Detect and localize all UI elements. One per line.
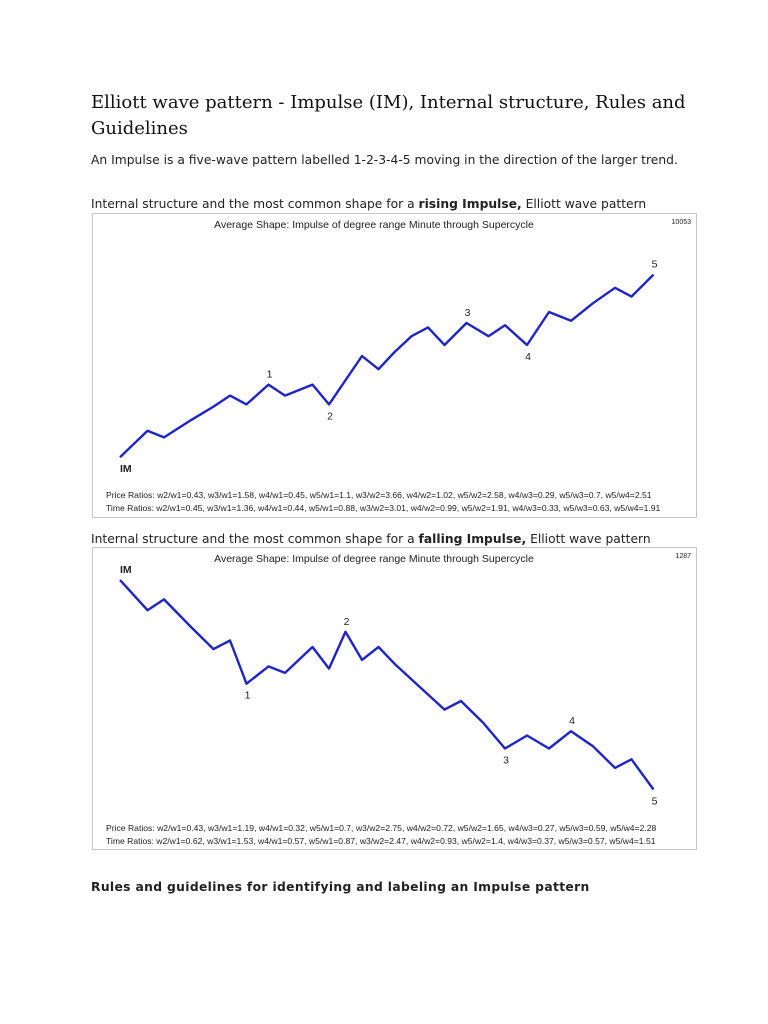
rising-caption-bold: rising Impulse, bbox=[418, 197, 522, 211]
price-ratios-text: Price Ratios: w2/w1=0.43, w3/w1=1.19, w4/w1=0.32, w5/w1=0.7, w3/w2=2.75, w4/w2=0.72, w5/w2=1.65, w4/w3=0.27, w5/w3=0.59, w5/w4=2.28 bbox=[106, 823, 657, 833]
falling-caption-suffix: Elliott wave pattern bbox=[526, 532, 651, 546]
document-title: Elliott wave pattern - Impulse (IM), Internal structure, Rules and Guidelines bbox=[91, 92, 686, 139]
price-ratios-text: Price Ratios: w2/w1=0.43, w3/w1=1.58, w4/w1=0.45, w5/w1=1.1, w3/w2=3.66, w4/w2=1.02, w5/w2=2.58, w4/w3=0.29, w5/w3=0.7, w5/w4=2.51 bbox=[106, 490, 652, 500]
plot-area bbox=[120, 259, 658, 476]
rules-heading: Rules and guidelines for identifying and labeling an Impulse pattern bbox=[91, 880, 590, 894]
falling-impulse-caption bbox=[91, 532, 711, 547]
wave-series-line bbox=[120, 580, 654, 790]
intro-paragraph: An Impulse is a five-wave pattern labelled 1-2-3-4-5 moving in the direction of the larger trend. bbox=[91, 153, 678, 167]
chart-title: Average Shape: Impulse of degree range Minute through Supercycle bbox=[214, 553, 534, 565]
time-ratios-text: Time Ratios: w2/w1=0.45, w3/w1=1.36, w4/w1=0.44, w5/w1=0.88, w3/w2=3.01, w4/w2=0.99, w5/w2=1.91, w4/w3=0.33, w5/w3=0.63, w5/w4=1.91 bbox=[106, 503, 661, 513]
rising-impulse-chart bbox=[92, 213, 697, 518]
rising-impulse-caption bbox=[91, 197, 711, 212]
wave-label-3: 3 bbox=[464, 307, 471, 319]
chart-corner-label: 10053 bbox=[671, 219, 691, 226]
plot-area bbox=[120, 564, 658, 808]
wave-label-1: 1 bbox=[266, 368, 273, 381]
wave-series-line bbox=[120, 275, 654, 458]
rising-impulse-chart-svg bbox=[93, 214, 696, 517]
falling-caption-prefix: Internal structure and the most common shape for a bbox=[91, 532, 419, 546]
wave-label-4: 4 bbox=[525, 351, 531, 363]
rising-caption-prefix: Internal structure and the most common shape for a bbox=[91, 197, 419, 211]
falling-caption-bold: falling Impulse, bbox=[418, 532, 527, 546]
wave-label-5: 5 bbox=[651, 795, 658, 808]
wave-label-2: 2 bbox=[343, 615, 350, 628]
falling-impulse-chart-svg bbox=[93, 548, 696, 849]
wave-label-im: IM bbox=[120, 463, 132, 476]
chart-corner-label: 1287 bbox=[675, 553, 691, 560]
falling-impulse-chart bbox=[92, 547, 697, 850]
wave-label-1: 1 bbox=[244, 689, 251, 702]
chart-title: Average Shape: Impulse of degree range Minute through Supercycle bbox=[214, 219, 534, 231]
time-ratios-text: Time Ratios: w2/w1=0.62, w3/w1=1.53, w4/w1=0.57, w5/w1=0.87, w3/w2=2.47, w4/w2=0.93, w5/w2=1.4, w4/w3=0.37, w5/w3=0.57, w5/w4=1.51 bbox=[106, 836, 656, 846]
wave-label-3: 3 bbox=[503, 754, 509, 767]
wave-label-4: 4 bbox=[569, 715, 575, 728]
wave-label-5: 5 bbox=[651, 258, 658, 271]
rising-caption-suffix: Elliott wave pattern bbox=[521, 197, 647, 211]
wave-label-im: IM bbox=[120, 564, 132, 576]
wave-label-2: 2 bbox=[327, 410, 333, 423]
